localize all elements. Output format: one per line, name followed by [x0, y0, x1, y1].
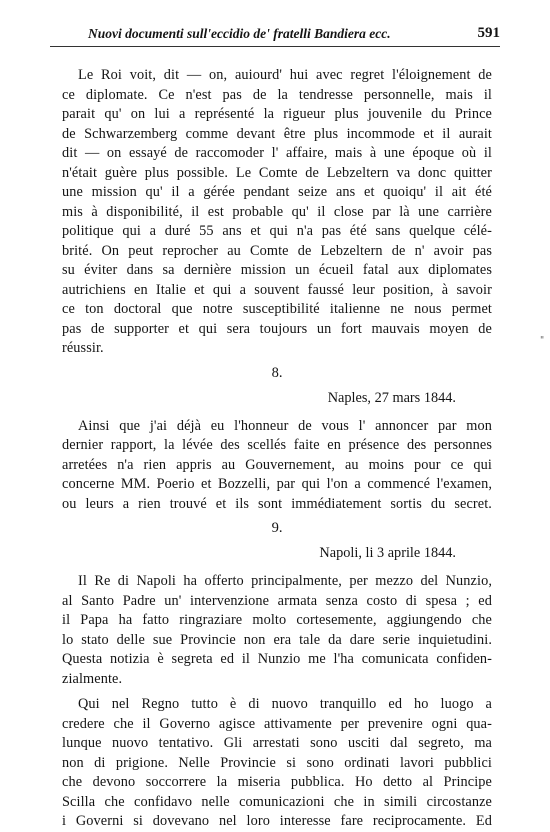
text-line: Qui nel Regno tutto è di nuovo tranquillo ed ho luogo a [78, 696, 492, 712]
paragraph-scelles [62, 417, 492, 515]
text-line: Scilla che confidavo nelle comunicazioni che in simili circostanze [62, 793, 492, 810]
paragraph-regno [62, 695, 492, 832]
paragraph-lebzeltern [62, 66, 492, 359]
page-header [50, 24, 500, 47]
text-line: autrichiens en Italie et qui a souvent faussé leur position, à savoir [62, 281, 492, 298]
text-line: pas de supporter et qui sera toujours un fort mauvais moyen de [62, 320, 492, 337]
text-line: ce diplomate. Ce n'est pas de la tendresse personnelle, mais il [62, 86, 492, 103]
text-line: lunque nuovo tentativo. Gli arrestati sono usciti dal segreto, ma [62, 735, 492, 751]
text-line: brité. On peut reprocher au Comte de Lebzeltern de n' avoir pas [62, 242, 492, 259]
text-line: arretées n'a rien appris au Gouvernement, au moins pour ce qui [62, 456, 492, 473]
text-line: Le Roi voit, dit — on, auiourd' hui avec regret l'éloignement de [78, 67, 492, 83]
text-line: de Schwarzemberg comme devant être plus incommode et il aurait [62, 125, 492, 142]
text-line: une mission qu' il a gérée pendant seize ans et quoiqu' il ait été [62, 184, 492, 200]
text-line: al Santo Padre un' intervenzione armata senza costo di spesa ; ed [62, 592, 492, 609]
text-line: credere che il Governo agisce attivamente per prevenire ogni qua- [62, 715, 492, 732]
text-line: politique qui a duré 55 ans et qui n'a pas été sans quelque célé- [62, 223, 492, 239]
text-line: il Papa ha fatto ringraziare molto cortesemente, aggiungendo che [62, 612, 492, 628]
text-line: ou leurs a rien trouvé et ils sont immédiatement sortis du secret. [62, 495, 492, 512]
text-line: su éviter dans sa dernière mission un écueil fatal aux diplomates [62, 262, 492, 278]
text-line: dit — on essayé de raccomoder l' affaire, mais à une époque où il [62, 145, 492, 161]
text-line: réussir. [62, 340, 104, 356]
text-line: Questa notizia è segreta ed il Nunzio me l'ha comunicata confiden- [62, 651, 492, 667]
section-number-9: 9. [271, 520, 283, 536]
page-number: 591 [477, 25, 500, 41]
running-title: Nuovi documenti sull'eccidio de' fratelli Bandiera ecc. [88, 26, 391, 41]
body-text [62, 66, 492, 832]
text-line: zialmente. [62, 670, 123, 687]
text-line: n'était guère plus possible. Le Comte de Lebzeltern va donc quitter [62, 164, 492, 181]
text-line: mis à disponibilité, il est probable qu' il close par là une carrière [62, 203, 492, 220]
text-line: non di prigione. Nelle Provincie si sono ordinati lavori pubblici [62, 754, 492, 771]
text-line: Ainsi que j'ai déjà eu l'honneur de vous l' annoncer par mon [78, 417, 492, 434]
text-line: i Governi si dovevano nel loro interesse fare reciprocamente. Ed [62, 813, 492, 829]
text-line: concerne MM. Poerio et Bozzelli, par qui l'on a commencé l'examen, [62, 476, 492, 492]
text-line: Il Re di Napoli ha offerto principalmente, per mezzo del Nunzio, [78, 573, 492, 589]
text-line: dernier rapport, la lévée des scellés faite en présence des personnes [62, 437, 492, 453]
margin-mark: " [540, 336, 545, 346]
dateline-naples: Naples, 27 mars 1844. [327, 389, 456, 406]
text-line: lo stato delle sue Provincie non era tale da dare serie inquietudini. [62, 631, 492, 648]
text-line: che devono soccorrere la miseria pubblica. Ho detto al Principe [62, 774, 492, 790]
text-line: parait qu' on lui a représenté la rigueur plus jouvenile du Prince [62, 106, 492, 122]
section-number-8: 8. [271, 364, 283, 381]
dateline-napoli: Napoli, li 3 aprile 1844. [319, 545, 456, 561]
paragraph-intervenzione [62, 572, 492, 689]
text-line: ce ton doctoral que notre susceptibilité italienne ne nous permet [62, 301, 492, 317]
